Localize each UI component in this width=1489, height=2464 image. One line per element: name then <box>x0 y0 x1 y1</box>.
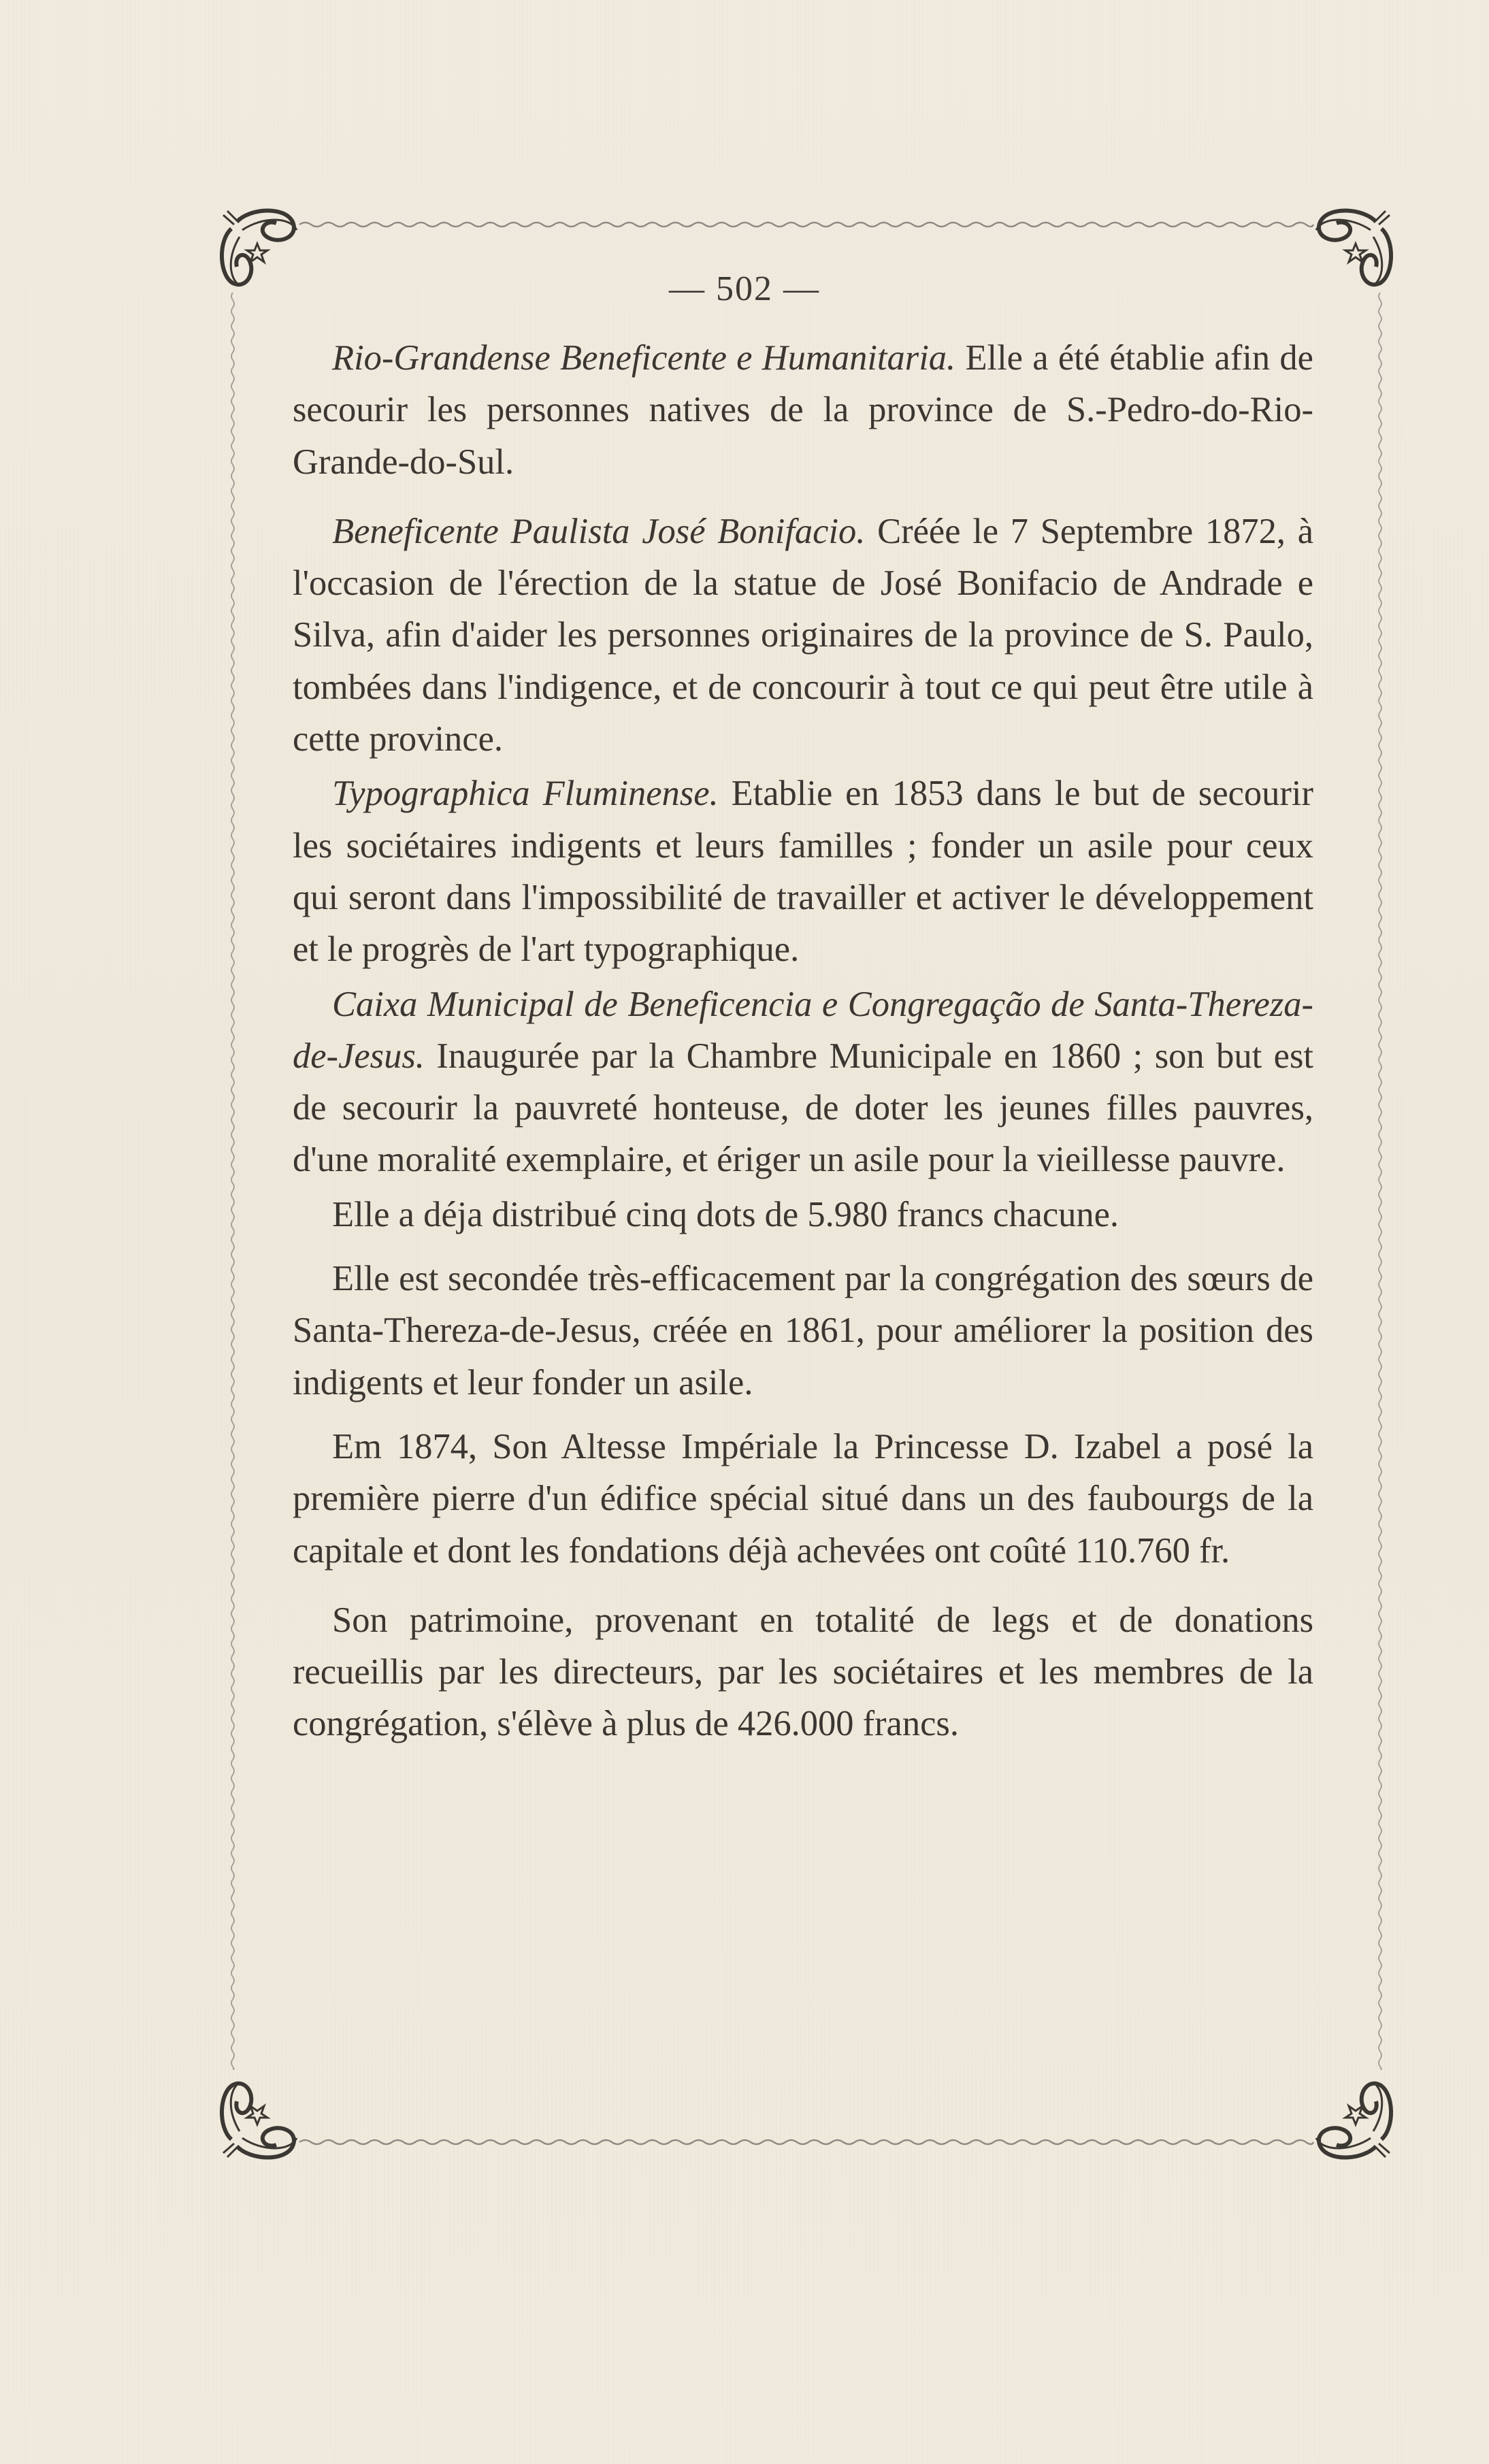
body-text <box>293 332 1313 1750</box>
right-side-rule <box>1379 293 1381 2069</box>
paragraph-text: Etablie en 1853 dans le but de secourir les sociétaires indigents et leurs familles ; fonder un asile pour ceux qui seront dans l'impossibilité de travailler et activer le développement et le progrès de l'art typographique. <box>293 774 1313 970</box>
paragraph-rio-grandense <box>293 332 1313 488</box>
paragraph-text: Créée le 7 Septembre 1872, à l'occasion de l'érection de la statue de José Bonifacio de Andrade e Silva, afin d'aider les personnes originaires de la province de S. Paulo, tombées dans l'indigence, et de concourir à tout ce qui peut être utile à cette province. <box>293 511 1314 759</box>
paragraph-patrimony <box>293 1594 1313 1750</box>
top-wavy-rule <box>299 223 1313 227</box>
paragraph-caixa-municipal <box>293 979 1313 1186</box>
paragraph-text: Son patrimoine, provenant en totalité de legs et de donations recueillis par les directeurs, par les sociétaires et les membres de la congrégation, s'élève à plus de 426.000 francs. <box>293 1600 1313 1744</box>
paragraph-text: Elle a été établie afin de secourir les personnes natives de la province de S.-Pedro-do-Rio-Grande-do-Sul. <box>293 338 1313 482</box>
paragraph-dots <box>293 1189 1313 1241</box>
society-name: Caixa Municipal de Beneficencia e Congregação de Santa-Thereza-de-Jesus. <box>293 984 1313 1076</box>
society-name: Beneficente Paulista José Bonifacio. <box>332 511 866 551</box>
paragraph-typographica <box>293 768 1313 975</box>
society-name: Rio-Grandense Beneficente e Humanitaria. <box>332 338 956 378</box>
paragraph-text: Elle a déja distribué cinq dots de 5.980 francs chacune. <box>332 1194 1119 1234</box>
paragraph-text: Elle est secondée très-efficacement par la congrégation des sœurs de Santa-Thereza-de-Jesus, créée en 1861, pour améliorer la position des indigents et leur fonder un asile. <box>293 1259 1313 1402</box>
paragraph-congregation <box>293 1253 1313 1409</box>
society-name: Typographica Fluminense. <box>332 774 719 814</box>
bottom-wavy-rule <box>299 2140 1313 2144</box>
page-number: — 502 — <box>669 269 820 308</box>
corner-ornament-bottom-left-icon <box>222 2082 297 2158</box>
paragraph-paulista <box>293 506 1313 765</box>
paragraph-text: Inaugurée par la Chambre Municipale en 1860 ; son but est de secourir la pauvreté honteuse, de doter les jeunes filles pauvres, d'une moralité exemplaire, et ériger un asile pour la vieillesse pauvre. <box>293 1036 1313 1180</box>
paragraph-princess <box>293 1421 1313 1577</box>
left-side-rule <box>231 293 234 2069</box>
corner-ornament-bottom-right-icon <box>1316 2082 1391 2158</box>
paragraph-text: Em 1874, Son Altesse Impériale la Princesse D. Izabel a posé la première pierre d'un édifice spécial situé dans un des faubourgs de la capitale et dont les fondations déjà achevées ont coûté 110.760 fr. <box>293 1426 1313 1571</box>
